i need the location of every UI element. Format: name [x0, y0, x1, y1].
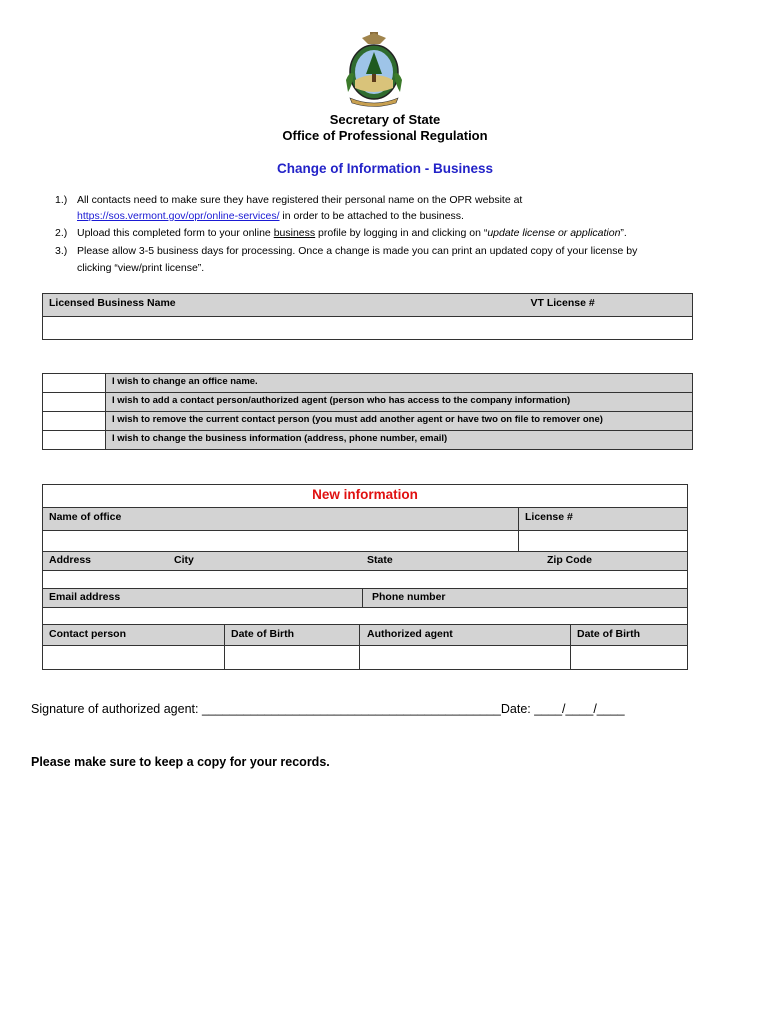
instruction-text: All contacts need to make sure they have registered their personal name on the OPR website at	[77, 194, 523, 206]
records-note: Please make sure to keep a copy for your records.	[31, 755, 330, 769]
vt-license-label: VT License #	[530, 297, 595, 309]
option-label-4: I wish to change the business information (address, phone number, email)	[106, 431, 693, 450]
agent-date-of-birth-label: Date of Birth	[577, 628, 640, 640]
instruction-1-cont	[77, 208, 717, 225]
instruction-text: Upload this completed form to your online	[77, 227, 274, 239]
date-of-birth-label: Date of Birth	[231, 628, 294, 640]
city-label: City	[174, 554, 194, 566]
signature-line[interactable]: Signature of authorized agent: ___________________________________________Date: ____/____/____	[31, 702, 625, 716]
zip-code-label: Zip Code	[547, 554, 592, 566]
address-header-row	[43, 551, 687, 571]
new-info-title: New information	[312, 487, 418, 502]
instruction-number: 2.)	[55, 227, 68, 239]
agent-date-of-birth-field[interactable]	[571, 645, 687, 668]
contact-person-label: Contact person	[49, 628, 127, 640]
business-table-header	[43, 294, 693, 317]
agency-name: Secretary of State	[329, 112, 441, 127]
instruction-text: Please allow 3-5 business days for processing. Once a change is made you can print an updated copy of your license by	[77, 245, 638, 257]
instruction-number: 1.)	[55, 194, 68, 206]
authorized-agent-label: Authorized agent	[367, 628, 453, 640]
instruction-1	[55, 192, 735, 209]
options-table	[42, 373, 693, 450]
instruction-3-cont: clicking “view/print license”.	[77, 262, 205, 274]
new-info-section	[42, 484, 688, 670]
office-header-row	[43, 507, 687, 531]
license-label: License #	[525, 511, 573, 523]
office-name: Office of Professional Regulation	[282, 128, 488, 143]
licensed-business-name-label: Licensed Business Name	[49, 297, 176, 309]
state-seal	[340, 30, 408, 108]
state-label: State	[367, 554, 393, 566]
address-field[interactable]	[43, 570, 687, 588]
opr-services-link[interactable]: https://sos.vermont.gov/opr/online-services/	[77, 210, 280, 222]
instruction-italic: update license or application	[487, 227, 621, 239]
option-checkbox-4[interactable]	[43, 431, 106, 450]
email-phone-field[interactable]	[43, 607, 687, 624]
office-name-field[interactable]	[43, 530, 518, 551]
date-of-birth-field[interactable]	[225, 645, 359, 668]
option-label-1: I wish to change an office name.	[106, 374, 693, 393]
business-name-field[interactable]	[43, 317, 693, 340]
authorized-agent-field[interactable]	[360, 645, 570, 668]
instruction-text: profile by logging in and clicking on “	[315, 227, 488, 239]
option-checkbox-1[interactable]	[43, 374, 106, 393]
contact-person-field[interactable]	[43, 645, 224, 668]
page-title: Change of Information - Business	[276, 161, 493, 176]
instruction-2	[55, 225, 735, 242]
vermont-state-seal-icon	[340, 30, 408, 108]
instruction-emphasis: business	[273, 227, 316, 239]
instruction-text: in order to be attached to the business.	[279, 210, 464, 222]
instruction-3	[55, 243, 735, 260]
instruction-number: 3.)	[55, 245, 68, 257]
address-label: Address	[49, 554, 92, 566]
email-address-label: Email address	[49, 591, 121, 603]
phone-number-label: Phone number	[372, 591, 446, 603]
business-table	[42, 293, 693, 340]
person-header-row	[43, 624, 687, 646]
option-checkbox-2[interactable]	[43, 393, 106, 412]
contact-info-header-row	[43, 588, 687, 608]
option-label-2: I wish to add a contact person/authorized agent (person who has access to the company information)	[106, 393, 693, 412]
option-checkbox-3[interactable]	[43, 412, 106, 431]
license-field[interactable]	[519, 530, 687, 551]
name-of-office-label: Name of office	[49, 511, 122, 523]
option-label-3: I wish to remove the current contact person (you must add another agent or have two on file to remover one)	[106, 412, 693, 431]
instruction-text: ”.	[620, 227, 627, 239]
